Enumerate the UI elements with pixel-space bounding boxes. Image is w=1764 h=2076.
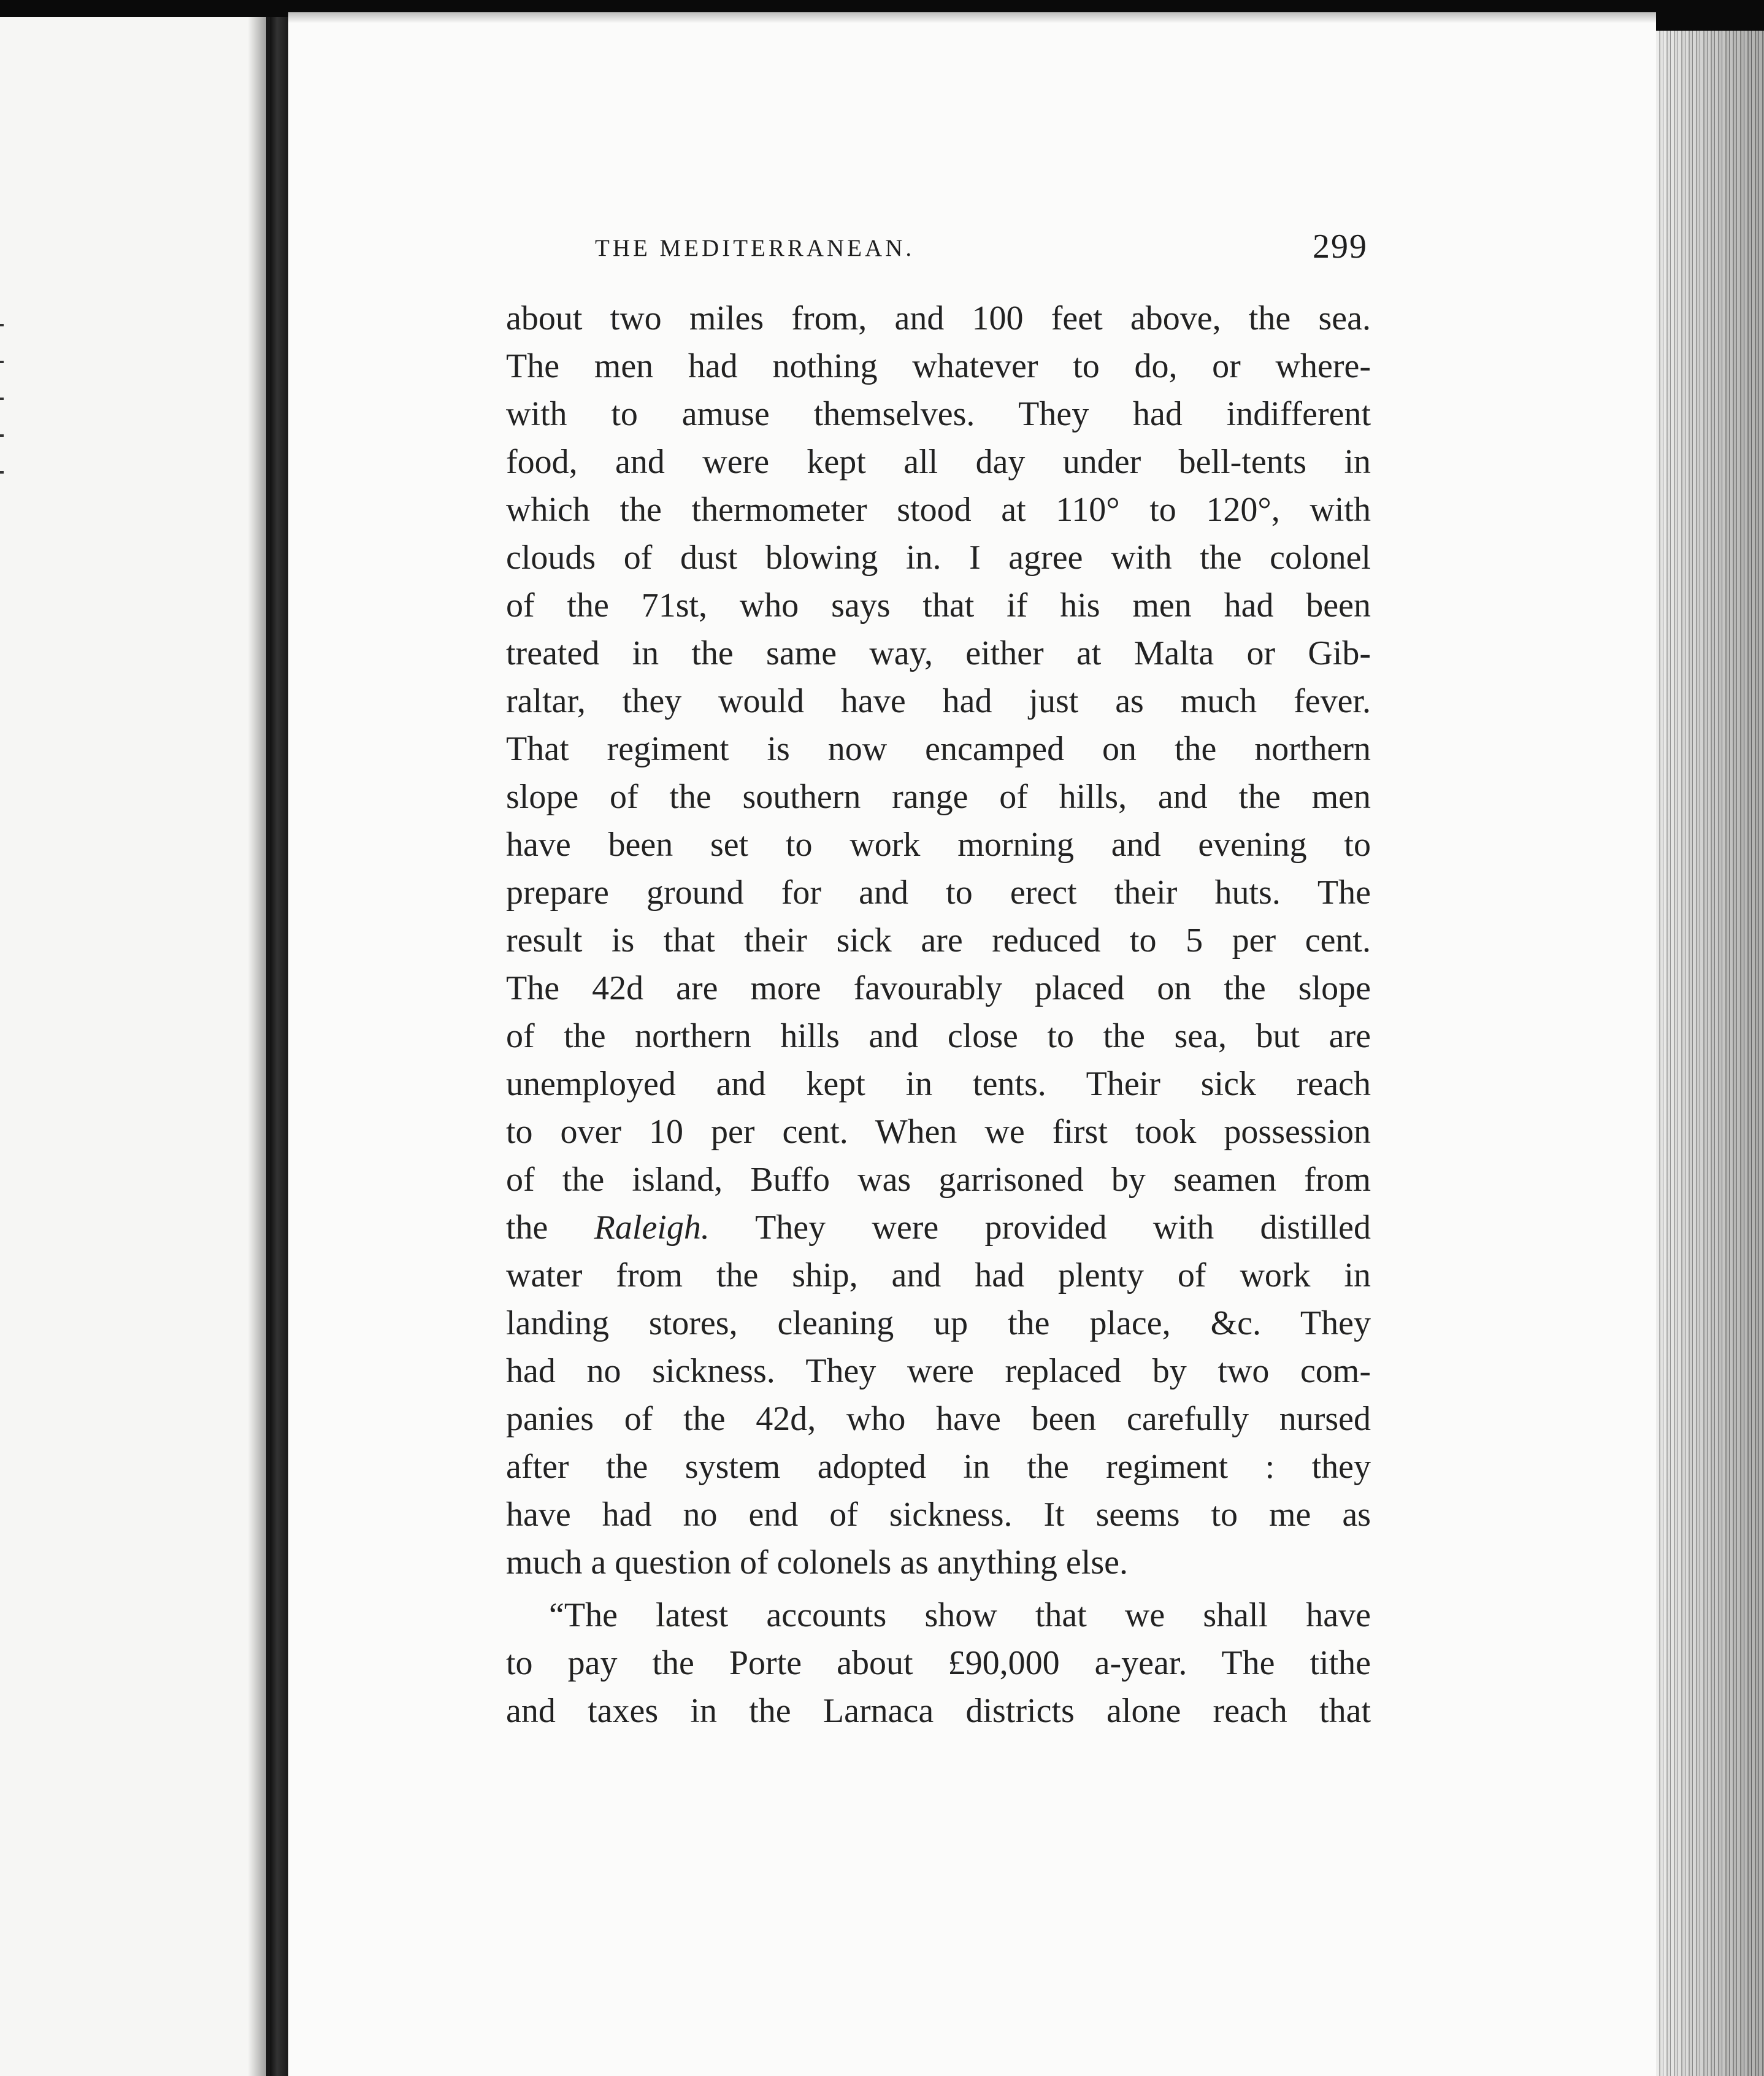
left-page-edge-shadow xyxy=(248,17,266,2076)
running-head xyxy=(288,221,1380,294)
text-line: have been set to work morning and evening to xyxy=(506,826,1371,864)
text-line-paragraph-end: much a question of colonels as anything else. xyxy=(506,1544,1128,1582)
text-line: result is that their sick are reduced to 5 per cent. xyxy=(506,921,1371,959)
text-line: water from the ship, and had plenty of work in xyxy=(506,1256,1371,1294)
book-gutter xyxy=(270,17,288,2076)
text-line: clouds of dust blowing in. I agree with the colonel xyxy=(506,539,1371,577)
text-line: landing stores, cleaning up the place, &c. They xyxy=(506,1304,1371,1342)
text-line: of the 71st, who says that if his men had been xyxy=(506,586,1371,625)
stacked-page-edges xyxy=(1656,31,1764,2076)
text-line: treated in the same way, either at Malta or Gib- xyxy=(506,634,1371,672)
text-line: with to amuse themselves. They had indifferent xyxy=(506,395,1371,433)
text-line-raleigh xyxy=(506,1204,1371,1251)
text-line: of the northern hills and close to the sea, but are xyxy=(506,1017,1371,1055)
page-number: 299 xyxy=(1313,228,1368,266)
paragraph-gap xyxy=(506,1586,1371,1591)
text-line: The men had nothing whatever to do, or where- xyxy=(506,347,1371,385)
text-line: to over 10 per cent. When we first took possession xyxy=(506,1113,1371,1151)
text-line: raltar, they would have had just as much fever. xyxy=(506,682,1371,720)
text-line: unemployed and kept in tents. Their sick reach xyxy=(506,1065,1371,1103)
page-edges-shading xyxy=(1656,31,1764,2076)
text-line-paragraph-start: “The latest accounts show that we shall have xyxy=(549,1596,1371,1634)
text-line: to pay the Porte about £90,000 a-year. The tithe xyxy=(506,1644,1371,1682)
raleigh-line-after: They were provided with distilled xyxy=(709,1209,1371,1247)
raleigh-line-before: the xyxy=(506,1209,594,1247)
right-page-top-shadow xyxy=(288,12,1656,23)
text-line: panies of the 42d, who have been carefully nursed xyxy=(506,1400,1371,1438)
text-line: of the island, Buffo was garrisoned by seamen from xyxy=(506,1161,1371,1199)
text-line: That regiment is now encamped on the northern xyxy=(506,730,1371,768)
text-line: slope of the southern range of hills, and the men xyxy=(506,778,1371,816)
text-line: had no sickness. They were replaced by two com- xyxy=(506,1352,1371,1390)
text-line: after the system adopted in the regiment : they xyxy=(506,1448,1371,1486)
body-text xyxy=(506,294,1371,1735)
running-title: THE MEDITERRANEAN. xyxy=(595,235,915,261)
text-line: prepare ground for and to erect their huts. The xyxy=(506,874,1371,912)
left-blank-page xyxy=(0,17,270,2076)
text-line: The 42d are more favourably placed on the slope xyxy=(506,969,1371,1007)
text-line: and taxes in the Larnaca districts alone reach that xyxy=(506,1692,1371,1730)
text-line: food, and were kept all day under bell-tents in xyxy=(506,443,1371,481)
ship-name-italic: Raleigh. xyxy=(594,1209,710,1247)
text-line: have had no end of sickness. It seems to me as xyxy=(506,1496,1371,1534)
left-page-margin-marks xyxy=(0,324,4,508)
text-line: which the thermometer stood at 110° to 120°, with xyxy=(506,491,1371,529)
text-line: about two miles from, and 100 feet above, the sea. xyxy=(506,299,1371,337)
